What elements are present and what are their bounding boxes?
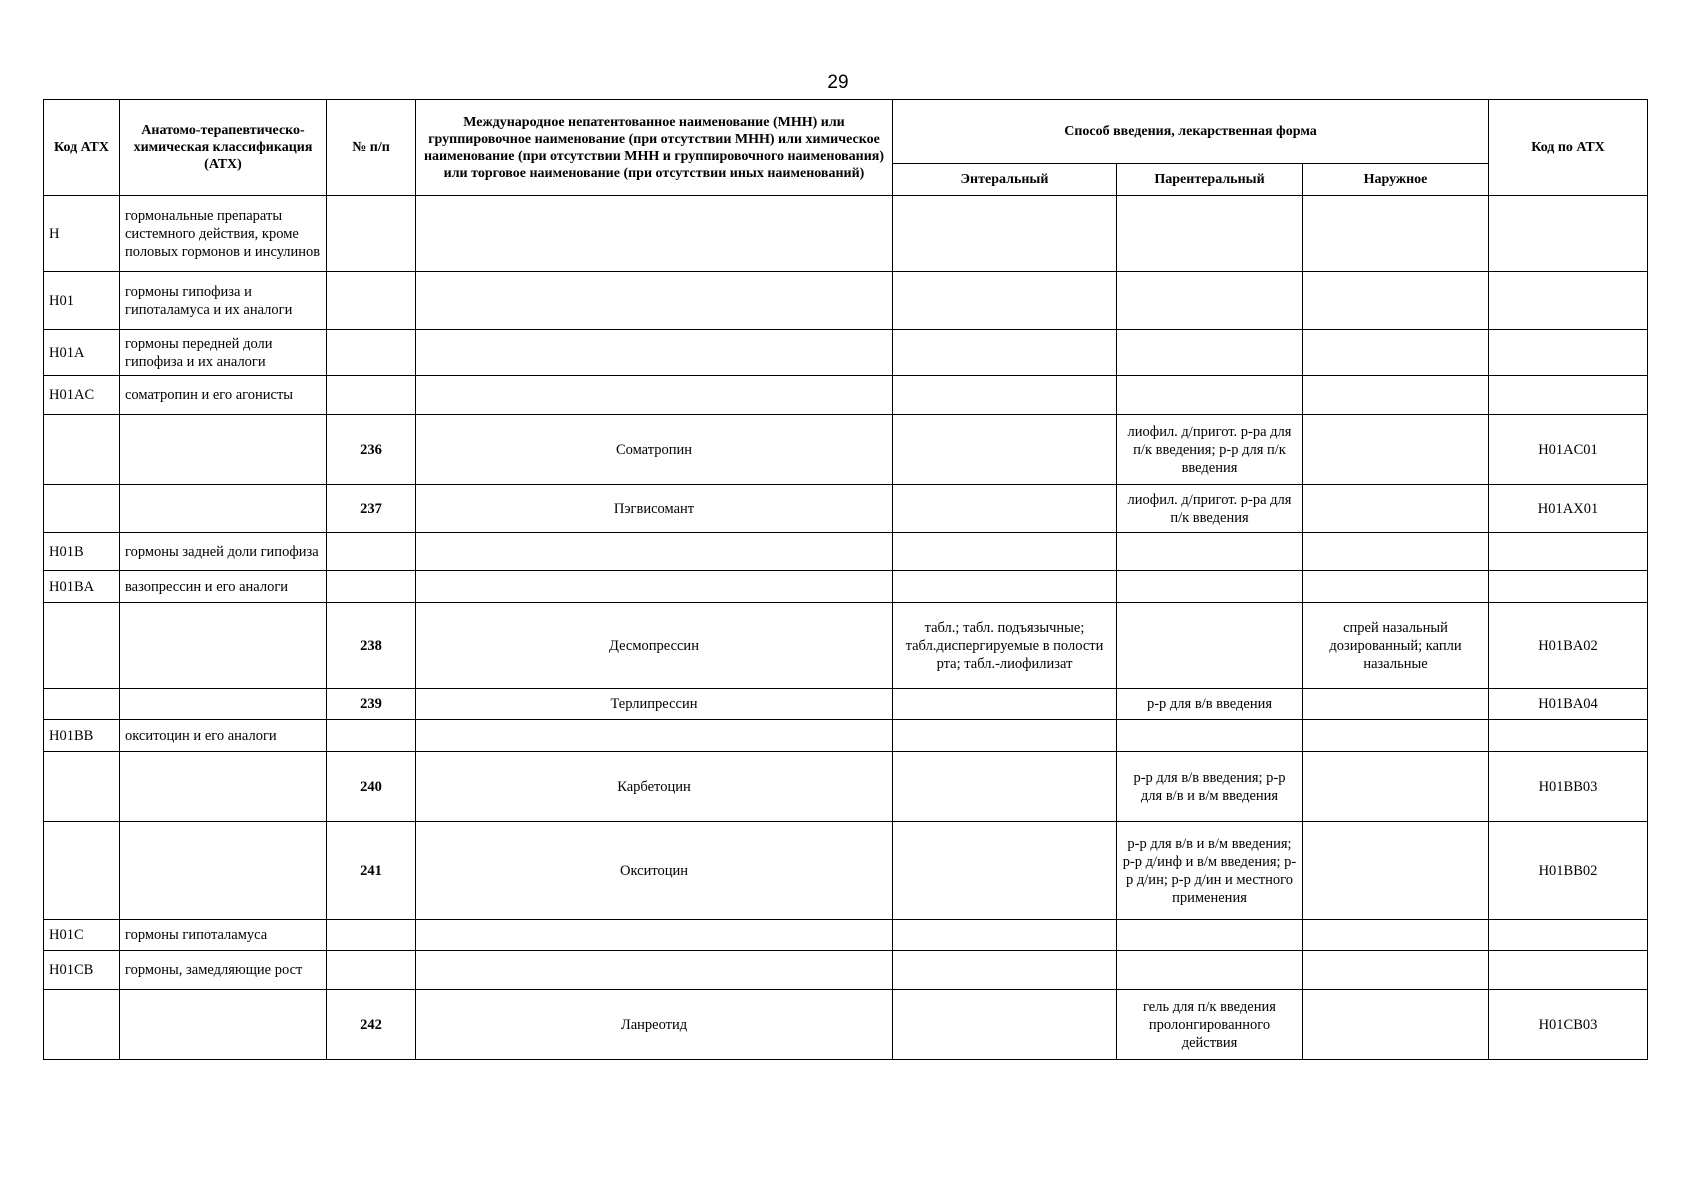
drug-name-cell: Ланреотид: [416, 990, 893, 1060]
table-row: [44, 415, 1648, 485]
enteral-cell: [893, 920, 1117, 951]
atc-class-cell: гормоны передней доли гипофиза и их аналоги: [120, 330, 327, 376]
atc-code-cell: [44, 603, 120, 689]
atc-code-cell: H01CB: [44, 951, 120, 990]
number-cell: [327, 720, 416, 752]
atc-right-cell: [1489, 330, 1648, 376]
atc-code-cell: [44, 752, 120, 822]
enteral-cell: [893, 752, 1117, 822]
atc-right-cell: H01BA04: [1489, 689, 1648, 720]
atc-class-cell: гормоны гипофиза и гипоталамуса и их аналоги: [120, 272, 327, 330]
atc-code-cell: H01BB: [44, 720, 120, 752]
header-enteral: Энтеральный: [893, 164, 1117, 196]
drug-name-cell: [416, 920, 893, 951]
enteral-cell: [893, 376, 1117, 415]
number-cell: 241: [327, 822, 416, 920]
atc-code-cell: [44, 485, 120, 533]
table-row: [44, 951, 1648, 990]
enteral-cell: [893, 822, 1117, 920]
drug-name-cell: Окситоцин: [416, 822, 893, 920]
table-row: [44, 920, 1648, 951]
number-cell: [327, 951, 416, 990]
atc-right-cell: H01BB03: [1489, 752, 1648, 822]
drug-name-cell: [416, 272, 893, 330]
header-external: Наружное: [1303, 164, 1489, 196]
drug-name-cell: Терлипрессин: [416, 689, 893, 720]
enteral-cell: [893, 196, 1117, 272]
external-cell: [1303, 272, 1489, 330]
atc-code-cell: [44, 689, 120, 720]
table-row: [44, 822, 1648, 920]
atc-right-cell: [1489, 533, 1648, 571]
external-cell: [1303, 720, 1489, 752]
table-row: [44, 571, 1648, 603]
external-cell: [1303, 920, 1489, 951]
parenteral-cell: [1117, 603, 1303, 689]
atc-code-cell: [44, 990, 120, 1060]
number-cell: [327, 196, 416, 272]
number-cell: 236: [327, 415, 416, 485]
parenteral-cell: [1117, 533, 1303, 571]
atc-right-cell: [1489, 571, 1648, 603]
table-body: [44, 196, 1648, 1060]
atc-right-cell: [1489, 272, 1648, 330]
atc-right-cell: [1489, 196, 1648, 272]
atc-code-cell: H01AC: [44, 376, 120, 415]
number-cell: 239: [327, 689, 416, 720]
atc-code-cell: [44, 822, 120, 920]
atc-class-cell: [120, 990, 327, 1060]
atc-right-cell: [1489, 951, 1648, 990]
atc-class-cell: гормоны гипоталамуса: [120, 920, 327, 951]
atc-class-cell: гормоны задней доли гипофиза: [120, 533, 327, 571]
atc-class-cell: окситоцин и его аналоги: [120, 720, 327, 752]
number-cell: 237: [327, 485, 416, 533]
enteral-cell: табл.; табл. подъязычные; табл.диспергируемые в полости рта; табл.-лиофилизат: [893, 603, 1117, 689]
drug-name-cell: [416, 376, 893, 415]
external-cell: спрей назальный дозированный; капли назальные: [1303, 603, 1489, 689]
enteral-cell: [893, 571, 1117, 603]
atc-right-cell: H01CB03: [1489, 990, 1648, 1060]
header-name: Международное непатентованное наименование (МНН) или группировочное наименование (при отсутствии МНН) или химическое наименование (при отсутствии МНН и группировочного наименования) или торговое наименование (при отсутствии иных наименований): [416, 100, 893, 196]
atc-class-cell: гормоны, замедляющие рост: [120, 951, 327, 990]
parenteral-cell: [1117, 571, 1303, 603]
table-row: [44, 689, 1648, 720]
atc-right-cell: H01BB02: [1489, 822, 1648, 920]
drug-name-cell: Соматропин: [416, 415, 893, 485]
table-row: [44, 196, 1648, 272]
enteral-cell: [893, 330, 1117, 376]
atc-code-cell: H: [44, 196, 120, 272]
external-cell: [1303, 376, 1489, 415]
parenteral-cell: р-р для в/в введения; р-р для в/в и в/м введения: [1117, 752, 1303, 822]
atc-class-cell: гормональные препараты системного действия, кроме половых гормонов и инсулинов: [120, 196, 327, 272]
enteral-cell: [893, 720, 1117, 752]
header-route-group: Способ введения, лекарственная форма: [893, 100, 1489, 164]
drug-name-cell: [416, 951, 893, 990]
parenteral-cell: [1117, 720, 1303, 752]
parenteral-cell: [1117, 272, 1303, 330]
parenteral-cell: [1117, 196, 1303, 272]
drug-name-cell: [416, 571, 893, 603]
external-cell: [1303, 533, 1489, 571]
table-row: [44, 272, 1648, 330]
parenteral-cell: гель для п/к введения пролонгированного действия: [1117, 990, 1303, 1060]
drug-name-cell: [416, 720, 893, 752]
parenteral-cell: лиофил. д/пригот. р-ра для п/к введения: [1117, 485, 1303, 533]
table-row: [44, 330, 1648, 376]
number-cell: [327, 571, 416, 603]
enteral-cell: [893, 533, 1117, 571]
drug-name-cell: [416, 533, 893, 571]
number-cell: 240: [327, 752, 416, 822]
parenteral-cell: [1117, 920, 1303, 951]
enteral-cell: [893, 272, 1117, 330]
external-cell: [1303, 485, 1489, 533]
enteral-cell: [893, 689, 1117, 720]
drug-registry-table: [43, 99, 1648, 1060]
atc-class-cell: [120, 689, 327, 720]
external-cell: [1303, 196, 1489, 272]
header-atc-code-right: Код по АТХ: [1489, 100, 1648, 196]
parenteral-cell: р-р для в/в и в/м введения; р-р д/инф и в/м введения; р-р д/ин; р-р д/ин и местного применения: [1117, 822, 1303, 920]
atc-class-cell: [120, 485, 327, 533]
parenteral-cell: [1117, 376, 1303, 415]
drug-name-cell: [416, 196, 893, 272]
atc-right-cell: H01AC01: [1489, 415, 1648, 485]
enteral-cell: [893, 951, 1117, 990]
number-cell: 242: [327, 990, 416, 1060]
atc-code-cell: H01BA: [44, 571, 120, 603]
atc-right-cell: [1489, 920, 1648, 951]
atc-class-cell: соматропин и его агонисты: [120, 376, 327, 415]
number-cell: 238: [327, 603, 416, 689]
header-atc-class: Анатомо-терапевтическо-химическая классификация (АТХ): [120, 100, 327, 196]
drug-name-cell: Карбетоцин: [416, 752, 893, 822]
external-cell: [1303, 752, 1489, 822]
parenteral-cell: [1117, 330, 1303, 376]
atc-code-cell: H01B: [44, 533, 120, 571]
atc-right-cell: [1489, 376, 1648, 415]
parenteral-cell: лиофил. д/пригот. р-ра для п/к введения; р-р для п/к введения: [1117, 415, 1303, 485]
external-cell: [1303, 330, 1489, 376]
external-cell: [1303, 951, 1489, 990]
header-parenteral: Парентеральный: [1117, 164, 1303, 196]
header-atc-code: Код АТХ: [44, 100, 120, 196]
table-row: [44, 990, 1648, 1060]
table-row: [44, 720, 1648, 752]
number-cell: [327, 533, 416, 571]
parenteral-cell: [1117, 951, 1303, 990]
enteral-cell: [893, 990, 1117, 1060]
external-cell: [1303, 822, 1489, 920]
enteral-cell: [893, 415, 1117, 485]
table-row: [44, 603, 1648, 689]
external-cell: [1303, 990, 1489, 1060]
atc-class-cell: [120, 603, 327, 689]
table-row: [44, 752, 1648, 822]
drug-name-cell: Пэгвисомант: [416, 485, 893, 533]
external-cell: [1303, 571, 1489, 603]
drug-name-cell: [416, 330, 893, 376]
parenteral-cell: р-р для в/в введения: [1117, 689, 1303, 720]
number-cell: [327, 376, 416, 415]
external-cell: [1303, 415, 1489, 485]
number-cell: [327, 920, 416, 951]
table-row: [44, 376, 1648, 415]
atc-code-cell: H01A: [44, 330, 120, 376]
table-row: [44, 485, 1648, 533]
atc-class-cell: [120, 415, 327, 485]
enteral-cell: [893, 485, 1117, 533]
atc-class-cell: вазопрессин и его аналоги: [120, 571, 327, 603]
number-cell: [327, 330, 416, 376]
atc-code-cell: H01: [44, 272, 120, 330]
atc-code-cell: H01C: [44, 920, 120, 951]
header-number: № п/п: [327, 100, 416, 196]
atc-code-cell: [44, 415, 120, 485]
table-row: [44, 533, 1648, 571]
drug-name-cell: Десмопрессин: [416, 603, 893, 689]
atc-right-cell: H01AX01: [1489, 485, 1648, 533]
page-number: 29: [827, 72, 849, 93]
atc-right-cell: [1489, 720, 1648, 752]
atc-right-cell: H01BA02: [1489, 603, 1648, 689]
atc-class-cell: [120, 752, 327, 822]
atc-class-cell: [120, 822, 327, 920]
number-cell: [327, 272, 416, 330]
external-cell: [1303, 689, 1489, 720]
table-header: [44, 100, 1648, 196]
